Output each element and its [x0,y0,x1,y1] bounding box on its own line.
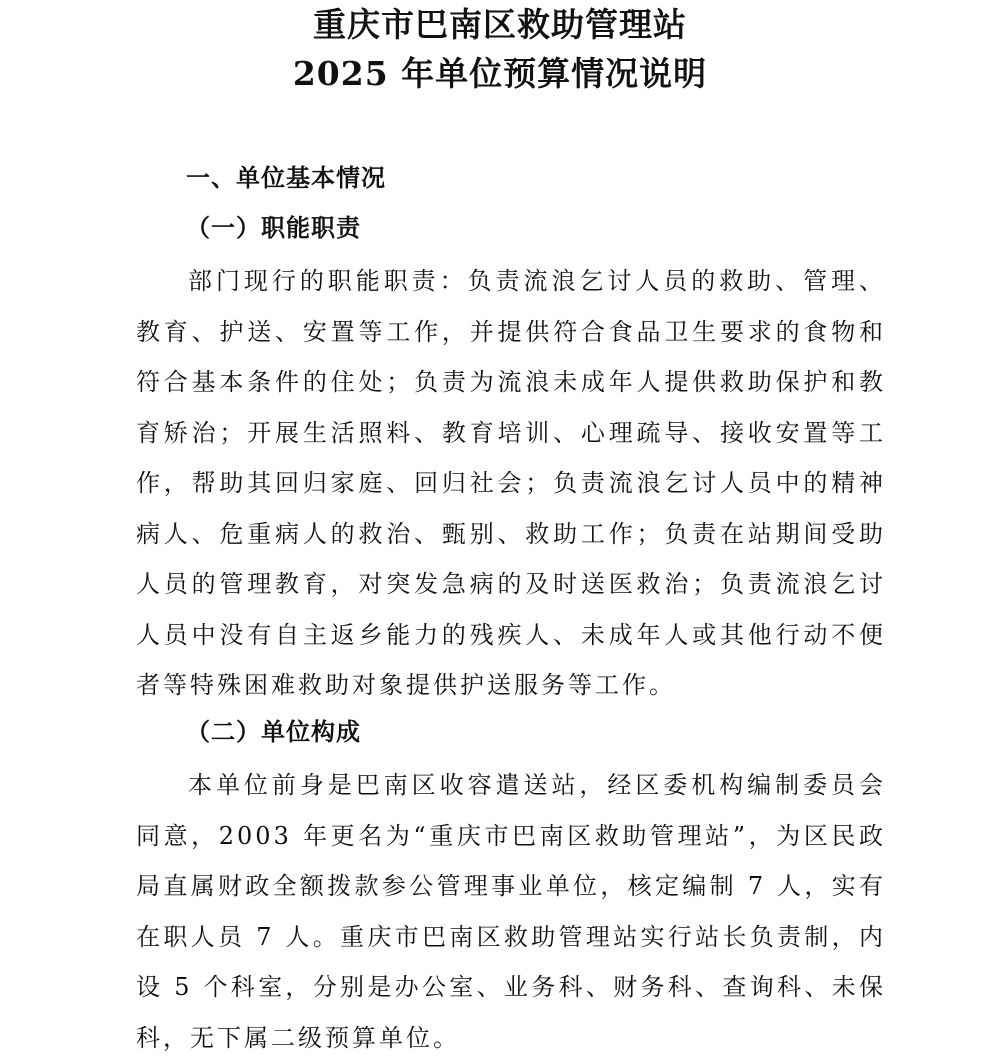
document-title-line1: 重庆市巴南区救助管理站 [313,5,687,44]
composition-paragraph: 本单位前身是巴南区收容遣送站，经区委机构编制委员会同意，2003 年更名为“重庆市巴南区救助管理站”，为区民政局直属财政全额拨款参公管理事业单位，核定编制 7 人，实有在职人员 7 人。重庆市巴南区救助管理站实行站长负责制，内设 5 个科室，分别是办公室、业务科、财务科、查询科、未保科，无下属二级预算单位。 [136,771,886,1052]
functions-paragraph: 部门现行的职能职责：负责流浪乞讨人员的救助、管理、教育、护送、安置等工作，并提供符合食品卫生要求的食物和符合基本条件的住处；负责为流浪未成年人提供救助保护和教育矫治；开展生活照料、教育培训、心理疏导、接收安置等工作，帮助其回归家庭、回归社会；负责流浪乞讨人员中的精神病人、危重病人的救治、甄别、救助工作；负责在站期间受助人员的管理教育，对突发急病的及时送医救治；负责流浪乞讨人员中没有自主返乡能力的残疾人、未成年人或其他行动不便者等特殊困难救助对象提供护送服务等工作。 [136,267,886,699]
subsection-heading-functions: （一）职能职责 [186,213,361,242]
subsection-heading-composition: （二）单位构成 [186,717,361,746]
document-title-line2: 2025 年单位预算情况说明 [292,54,708,93]
section-heading-basic-info: 一、单位基本情况 [186,164,386,192]
